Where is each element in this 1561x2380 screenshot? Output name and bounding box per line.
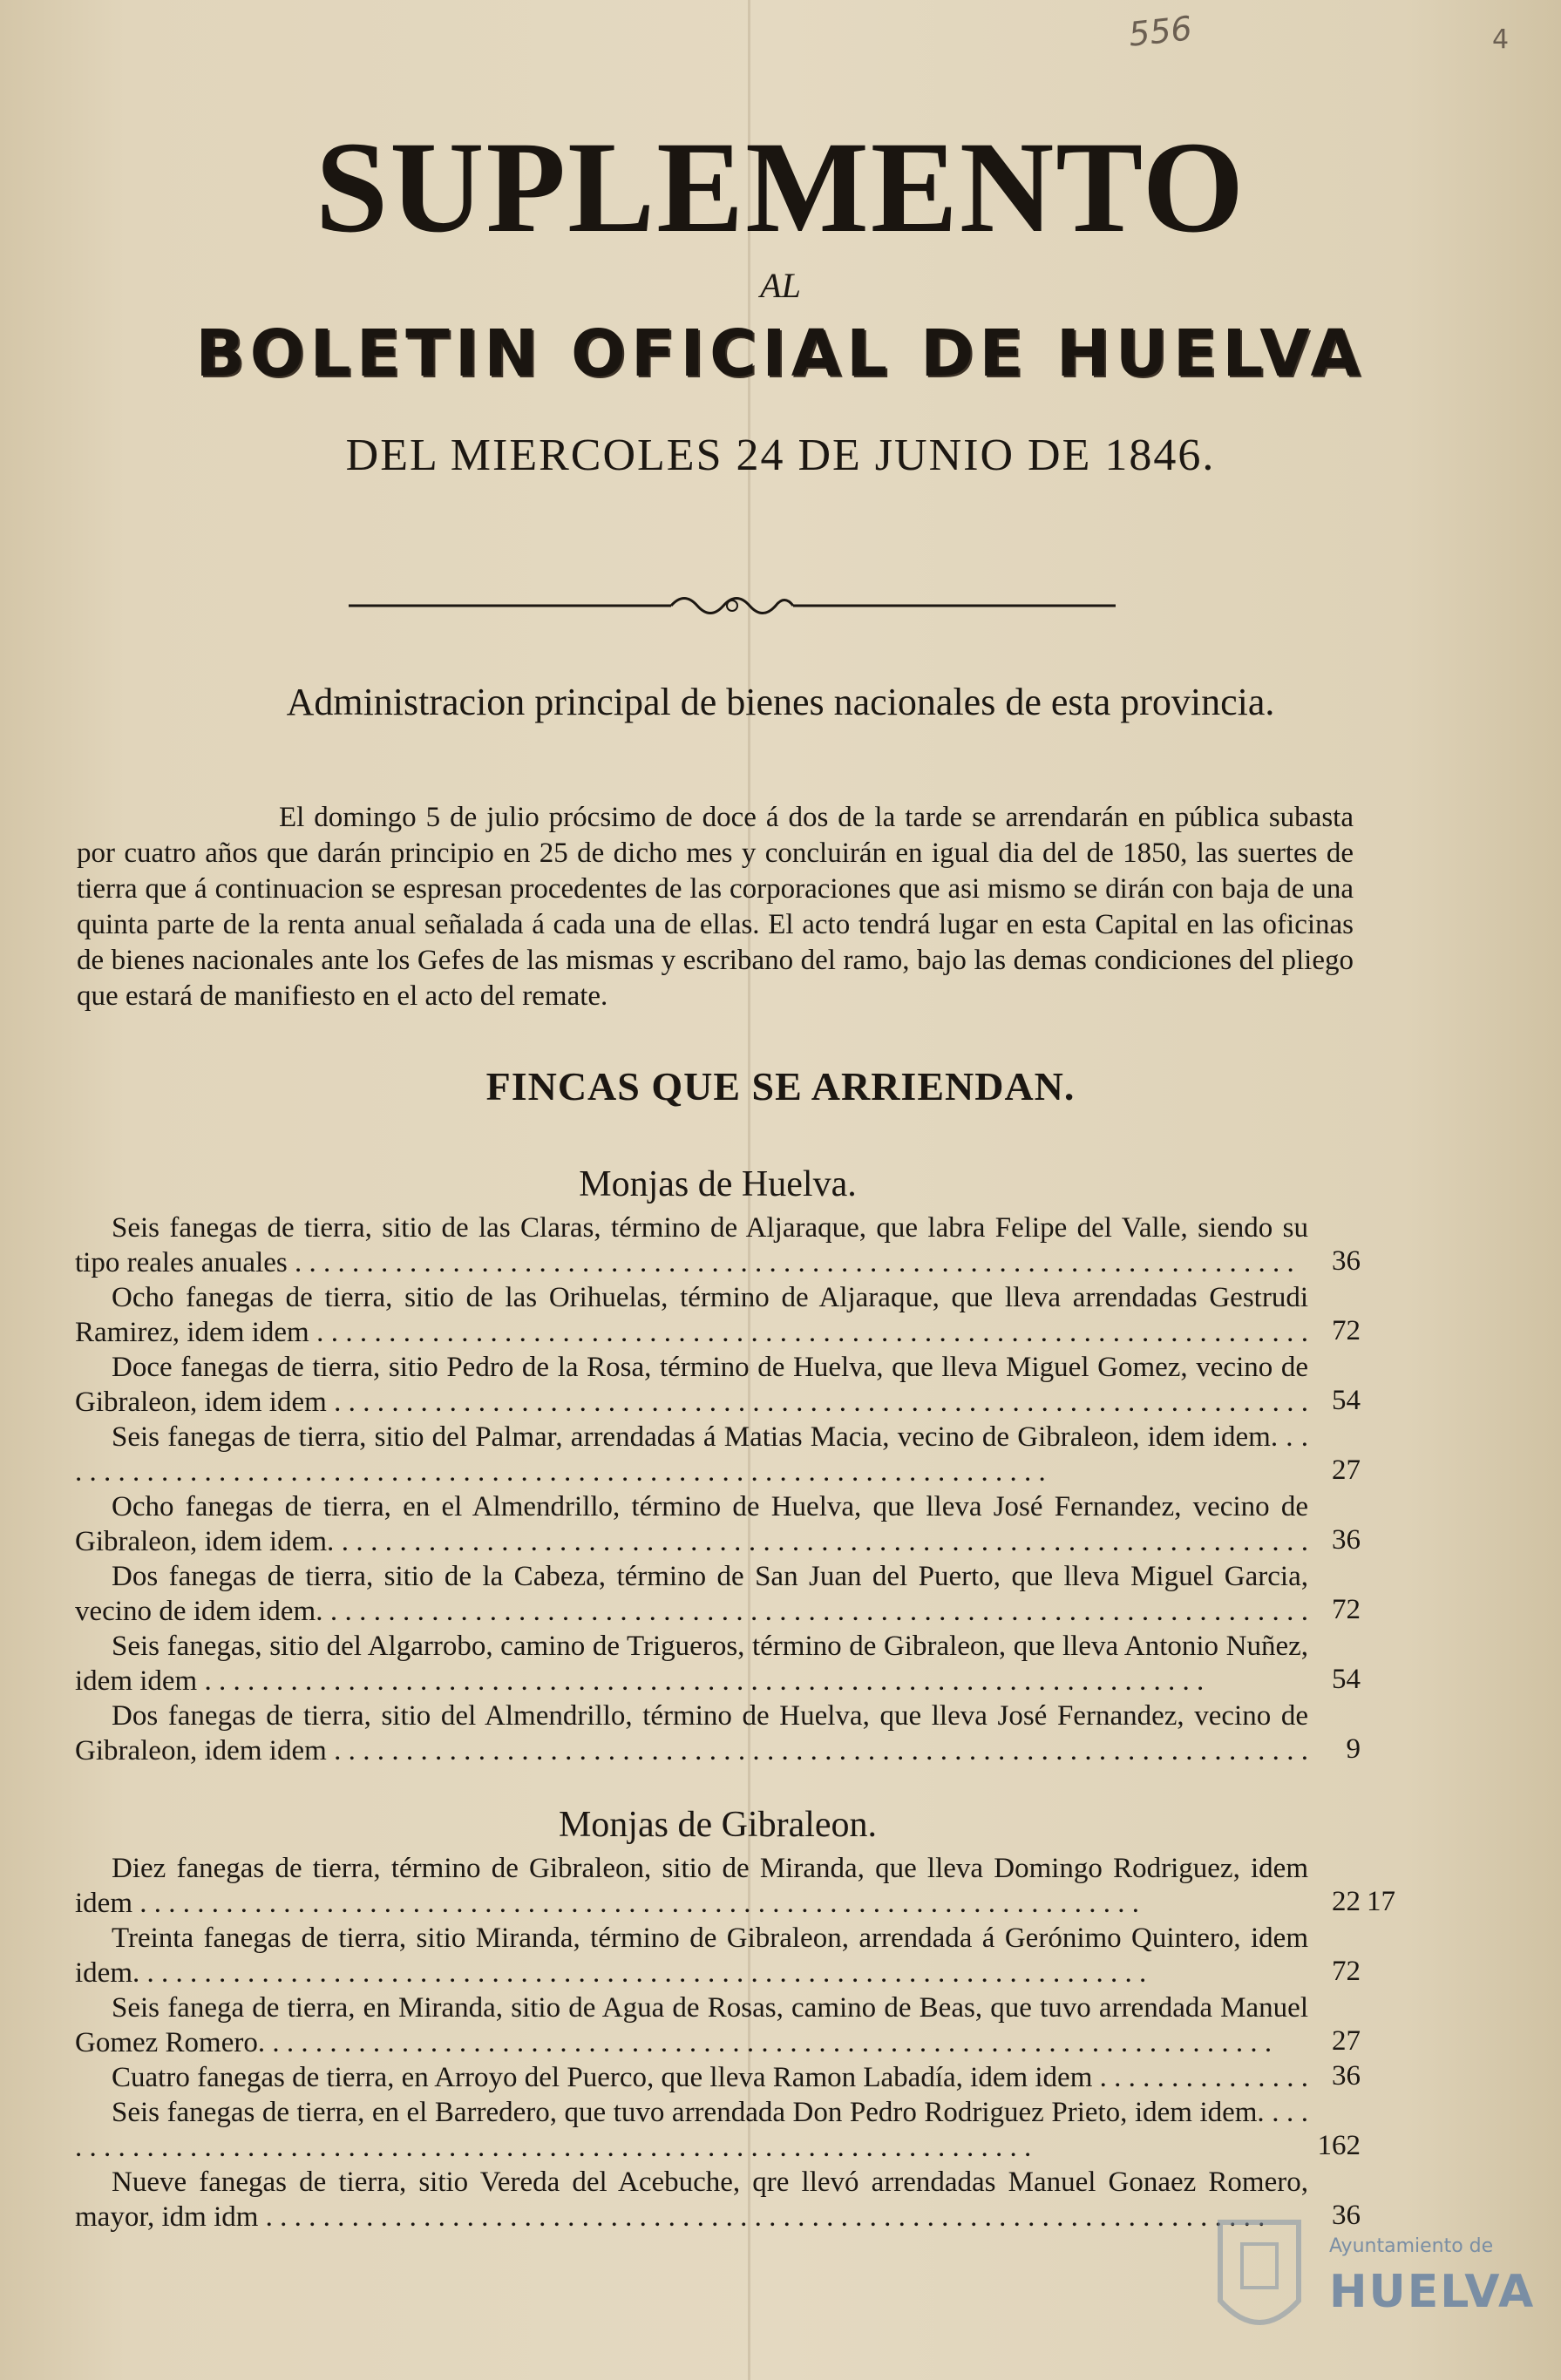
rent-value: 36 bbox=[1332, 1245, 1361, 1277]
list-item: Seis fanegas de tierra, sitio del Palmar, arrendadas á Matias Macia, vecino de Gibraleon, idem idem. . . . 27 bbox=[75, 1420, 1361, 1489]
list-item: Cuatro fanegas de tierra, en Arroyo del Puerco, que lleva Ramon Labadía, idem idem . . . 36 bbox=[75, 2060, 1361, 2095]
issue-date: DEL MIERCOLES 24 DE JUNIO DE 1846. bbox=[345, 431, 1216, 480]
rent-value: 9 bbox=[1346, 1733, 1361, 1765]
administration-heading: Administracion principal de bienes nacionales de esta provincia. bbox=[286, 681, 1275, 723]
list-item: Nueve fanegas de tierra, sitio Vereda del Acebuche, qre llevó arrendadas Manuel Gonaez Romero, mayor, idm idm . . . 36 bbox=[75, 2165, 1361, 2234]
section-monjas-gibraleon bbox=[75, 1804, 1395, 2234]
supplement-title: SUPLEMENTO bbox=[315, 115, 1246, 260]
rent-value: 27 bbox=[1332, 1454, 1361, 1486]
fincas-heading: FINCAS QUE SE ARRIENDAN. bbox=[485, 1064, 1076, 1109]
watermark-name: HUELVA bbox=[1329, 2266, 1536, 2318]
rent-value: 54 bbox=[1332, 1385, 1361, 1416]
list-item: Dos fanegas de tierra, sitio de la Cabeza, término de San Juan del Puerto, que lleva Miguel Garcia, vecino de idem idem. . . . 72 bbox=[75, 1559, 1361, 1629]
rent-value: 72 bbox=[1332, 1594, 1361, 1625]
rent-value: 36 bbox=[1332, 1524, 1361, 1556]
masthead bbox=[0, 115, 1561, 481]
section-monjas-huelva bbox=[75, 1163, 1361, 1768]
rent-value: 54 bbox=[1332, 1664, 1361, 1695]
list-item: Ocho fanegas de tierra, en el Almendrillo, término de Huelva, que lleva José Fernandez, vecino de Gibraleon, idem idem. . . . 36 bbox=[75, 1489, 1361, 1559]
rent-value: 36 bbox=[1332, 2200, 1361, 2231]
handwritten-page-number: 556 bbox=[1126, 9, 1194, 54]
list-item: Seis fanega de tierra, en Miranda, sitio de Agua de Rosas, camino de Beas, que tuvo arrendada Manuel Gomez Romero. . . . 27 bbox=[75, 1990, 1361, 2060]
corner-mark: 4 bbox=[1492, 24, 1510, 55]
list-item: Ocho fanegas de tierra, sitio de las Orihuelas, término de Aljaraque, que lleva arrendadas Gestrudi Ramirez, idem idem . . . 72 bbox=[75, 1280, 1361, 1350]
rent-value: 27 bbox=[1332, 2025, 1361, 2057]
rent-value: 36 bbox=[1332, 2060, 1361, 2092]
list-item: Diez fanegas de tierra, término de Gibraleon, sitio de Miranda, que lleva Domingo Rodriguez, idem idem . . . 22 17 bbox=[75, 1851, 1361, 1921]
list-item: Dos fanegas de tierra, sitio del Almendrillo, término de Huelva, que lleva José Fernandez, vecino de Gibraleon, idem idem . . . 9 bbox=[75, 1699, 1361, 1768]
rent-value: 162 bbox=[1317, 2130, 1361, 2161]
rent-value: 22 bbox=[1332, 1886, 1361, 1917]
list-item: Doce fanegas de tierra, sitio Pedro de la Rosa, término de Huelva, que lleva Miguel Gomez, vecino de Gibraleon, idem idem . . . 54 bbox=[75, 1350, 1361, 1420]
list-item: Seis fanegas, sitio del Algarrobo, camino de Trigueros, término de Gibraleon, que lleva Antonio Nuñez, idem idem . . . 54 bbox=[75, 1629, 1361, 1699]
list-item: Treinta fanegas de tierra, sitio Miranda, término de Gibraleon, arrendada á Gerónimo Quintero, idem idem. . . . 72 bbox=[75, 1921, 1361, 1990]
list-item: Seis fanegas de tierra, en el Barredero, que tuvo arrendada Don Pedro Rodriguez Prieto, idem idem. . . . 162 bbox=[75, 2095, 1361, 2165]
watermark-subtitle: Ayuntamiento de bbox=[1329, 2235, 1494, 2257]
list-item: Seis fanegas de tierra, sitio de las Claras, término de Aljaraque, que labra Felipe del Valle, siendo su tipo reales anuales . . . 36 bbox=[75, 1210, 1361, 1280]
rent-value: 72 bbox=[1332, 1315, 1361, 1346]
publication-name: BOLETIN OFICIAL DE HUELVA bbox=[195, 316, 1366, 391]
ornament-divider bbox=[349, 584, 1116, 627]
margin-value: 17 bbox=[1367, 1886, 1395, 1917]
title-connector: AL bbox=[760, 266, 801, 305]
intro-paragraph: El domingo 5 de julio prócsimo de doce á dos de la tarde se arrendarán en pública subasta por cuatro años que darán principio en 25 de dicho mes y concluirán en igual dia del de 1850, las suertes de tierra que á continuacion se espresan procedentes de las corporaciones que asi mismo se dirán con baja de una quinta parte de la renta anual señalada á cada una de ellas. El acto tendrá lugar en esta Capital en las oficinas de bienes nacionales ante los Gefes de las mismas y escribano del ramo, bajo las demas condiciones del pliego que estará de manifiesto en el acto del remate. bbox=[77, 802, 1354, 1012]
section-title: Monjas de Huelva. bbox=[579, 1164, 857, 1204]
rent-value: 72 bbox=[1332, 1956, 1361, 1987]
section-title: Monjas de Gibraleon. bbox=[558, 1805, 878, 1845]
